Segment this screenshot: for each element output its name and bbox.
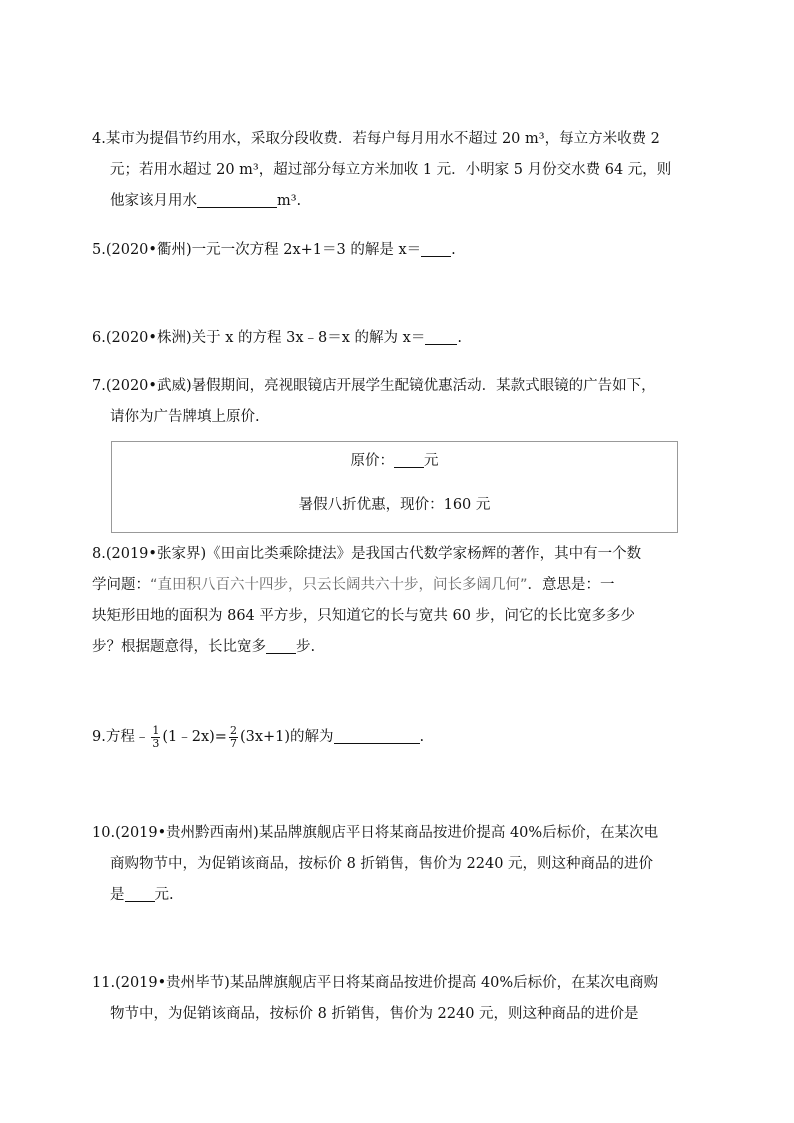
question-6: 6.(2020•株洲)关于 x 的方程 3x﹣8＝x 的解为 x＝ .	[92, 323, 702, 354]
answer-blank[interactable]	[394, 449, 424, 468]
answer-blank[interactable]	[125, 883, 155, 902]
q4-line1: 4.某市为提倡节约用水，采取分段收费．若每户每月用水不超过 20 m³，每立方米收费 2	[92, 131, 660, 147]
q10-line3: 是 元.	[92, 880, 702, 911]
q10-line1: 10.(2019•贵州黔西南州)某品牌旗舰店平日将某商品按进价提高 40%后标价，在某次电	[92, 825, 659, 841]
answer-blank[interactable]	[266, 635, 296, 654]
answer-blank[interactable]	[425, 326, 457, 345]
q8-line4: 步？根据题意得，长比宽多 步.	[92, 632, 702, 663]
q8-line1: 8.(2019•张家界)《田亩比类乘除捷法》是我国古代数学家杨辉的著作，其中有一个数	[92, 546, 642, 562]
q8-line2: 学问题：“直田积八百六十四步，只云长阔共六十步，问长多阔几何”．意思是：一	[92, 577, 615, 593]
discount-line: 暑假八折优惠，现价：160 元	[298, 497, 491, 513]
ancient-quote: “直田积八百六十四步，只云长阔共六十步，问长多阔几何”	[150, 577, 528, 593]
question-7	[92, 371, 702, 433]
q4-line3: 他家该月用水 m³.	[92, 186, 702, 217]
answer-blank[interactable]	[197, 189, 277, 208]
fraction-two-sevenths: $\frac{2}{7}$	[229, 723, 237, 750]
fraction-one-third: $\frac{1}{3}$	[152, 723, 160, 750]
question-10	[92, 818, 702, 911]
q4-line2: 元；若用水超过 20 m³，超过部分每立方米加收 1 元．小明家 5 月份交水费 64 元，则	[110, 162, 672, 178]
q10-line2: 商购物节中，为促销该商品，按标价 8 折销售，售价为 2240 元，则这种商品的进价	[110, 856, 654, 872]
q11-line2: 物节中，为促销该商品，按标价 8 折销售，售价为 2240 元，则这种商品的进价是	[110, 1006, 639, 1022]
ad-box	[111, 441, 678, 533]
question-9: 9.方程﹣ $\frac{1}{3}$ (1﹣2x)= $\frac{2}{7}$ (3x+1)的解为 .	[92, 723, 425, 750]
q7-line2: 请你为广告牌填上原价.	[110, 409, 260, 425]
answer-blank[interactable]	[421, 238, 451, 257]
answer-blank[interactable]	[334, 725, 420, 744]
q7-line1: 7.(2020•武威)暑假期间，亮视眼镜店开展学生配镜优惠活动．某款式眼镜的广告如下，	[92, 378, 656, 394]
q8-line3: 块矩形田地的面积为 864 平方步，只知道它的长与宽共 60 步，问它的长比宽多多少	[92, 608, 636, 624]
question-11	[92, 968, 702, 1030]
question-5: 5.(2020•衢州)一元一次方程 2x+1＝3 的解是 x＝ .	[92, 235, 702, 266]
original-price-line: 原价： 元	[112, 448, 677, 474]
question-8	[92, 539, 702, 663]
q11-line1: 11.(2019•贵州毕节)某品牌旗舰店平日将某商品按进价提高 40%后标价，在某次电商购	[92, 975, 659, 991]
question-4	[92, 124, 702, 217]
